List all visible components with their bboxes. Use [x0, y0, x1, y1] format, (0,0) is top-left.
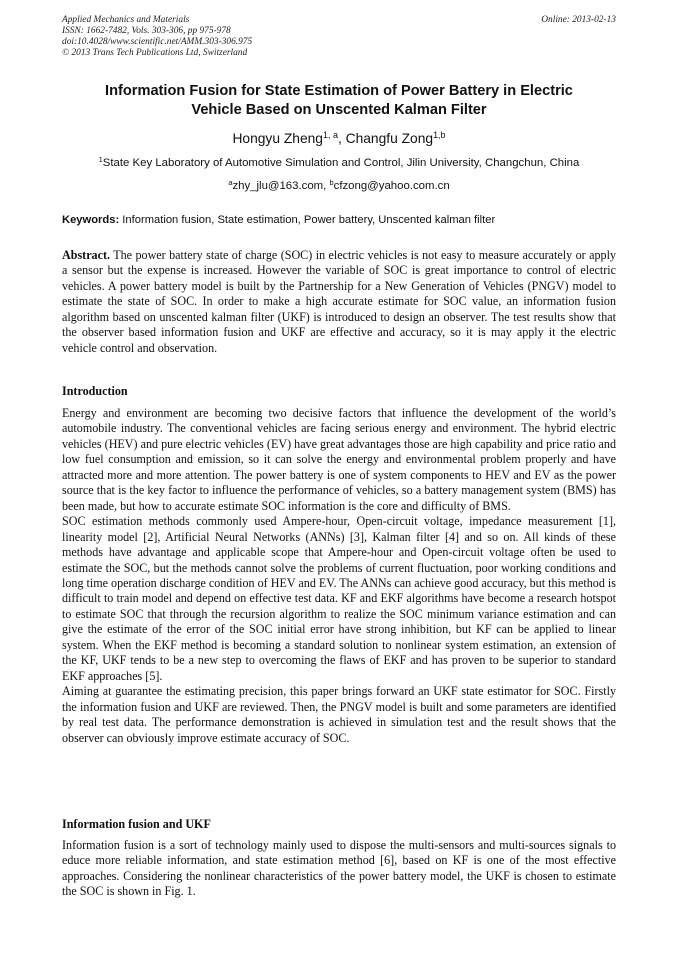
author-affiliation-mark: 1, a: [322, 130, 338, 141]
section-heading: Introduction: [62, 384, 128, 398]
doi-line: doi:10.4028/www.scientific.net/AMM.303-306.975: [62, 37, 253, 47]
email-address: zhy_jlu@163.com,: [232, 180, 330, 192]
abstract-label: Abstract.: [62, 248, 111, 262]
abstract: [62, 248, 616, 356]
author-separator: ,: [337, 131, 346, 146]
journal-name: Applied Mechanics and Materials: [62, 15, 190, 25]
keywords: [62, 213, 616, 228]
online-date: Online: 2013-02-13: [541, 15, 616, 25]
title-line-2: Vehicle Based on Unscented Kalman Filter: [191, 102, 487, 118]
author-name: Changfu Zong: [345, 131, 434, 146]
paragraph: Aiming at guarantee the estimating precision, this paper brings forward an UKF state estimator for SOC. Firstly the information fusion and UKF are reviewed. Then, the PNGV model is built and some parameters are identified by real test data. The performance demonstration is achieved in simulation test and the result shows that the observer can obviously improve estimate accuracy of SOC.: [62, 684, 616, 745]
author-emails: [62, 179, 616, 194]
author-name: Hongyu Zheng: [232, 131, 323, 146]
journal-header: [62, 15, 616, 59]
section-heading: Information fusion and UKF: [62, 817, 211, 831]
email-mark: a: [228, 177, 233, 187]
copyright-line: © 2013 Trans Tech Publications Ltd, Switzerland: [62, 48, 248, 58]
keywords-label: Keywords:: [62, 214, 120, 226]
paragraph: Energy and environment are becoming two decisive factors that influence the development of the world’s automobile industry. The conventional vehicles are facing serious energy and environment. The hybrid electric vehicles (HEV) and pure electric vehicles (EV) have great advantages those are high capability and price ratio and low fuel consumption and emission, so it can solve the energy and environmental problem properly and have attracted more and more attention. The power battery is one of system components to HEV and EV as the power source that is the key factor to influence the performance of vehicles, so a battery management system (BMS) has been made, but how to accurate estimate SOC information is the core and difficulty of BMS.: [62, 406, 616, 513]
paper-title: [62, 82, 616, 120]
email-address: cfzong@yahoo.com.cn: [333, 180, 450, 192]
introduction-body: [62, 406, 616, 746]
abstract-text: The power battery state of charge (SOC) in electric vehicles is not easy to measure accurately or apply a sensor but the expense is increased. However the variable of SOC is great importance to control of electric vehicles. A power battery model is built by the Partnership for a New Generation of Vehicles (PNGV) model to estimate the state of SOC. In order to make a high accurate estimate for SOC value, an information fusion algorithm based on unscented kalman filter (UKF) is introduced to design an observer. The test results show that the observer based information fusion and UKF are effective and accuracy, so it is may apply it the electric vehicle control and observation.: [62, 248, 616, 355]
issn-line: ISSN: 1662-7482, Vols. 303-306, pp 975-978: [62, 26, 231, 36]
author-list: [62, 130, 616, 148]
affiliation-mark: 1: [98, 154, 103, 164]
fusion-body: [62, 838, 616, 900]
keywords-text: Information fusion, State estimation, Power battery, Unscented kalman filter: [119, 214, 496, 226]
author-affiliation-mark: 1,b: [433, 130, 446, 141]
abstract-paragraph: [62, 248, 616, 356]
email-mark: b: [329, 177, 334, 187]
title-line-1: Information Fusion for State Estimation of Power Battery in Electric: [105, 83, 573, 99]
paragraph: Information fusion is a sort of technology mainly used to dispose the multi-sensors and multi-sources signals to educe more reliable information, and state estimation method [6], based on KF is one of the most effective approaches. Considering the nonlinear characteristics of the power battery model, the UKF is chosen to estimate the SOC is shown in Fig. 1.: [62, 838, 616, 899]
paragraph: SOC estimation methods commonly used Ampere-hour, Open-circuit voltage, impedance measurement [1], linearity model [2], Artificial Neural Networks (ANNs) [3], Kalman filter [4] and so on. All kinds of these methods have advantage and applicable scope that Ampere-hour and Open-circuit voltage often be used to estimate the SOC, but the methods cannot solve the problems of current fluctuation, poor working conditions and long time operation discharge condition of HEV and EV. The ANNs can achieve good accuracy, but this method is difficult to train model and depend on effective test data. KF and EKF algorithms have become a research hotspot to estimate SOC that through the recursion algorithm to realize the SOC minimum variance estimation and can give the estimate of the error of the SOC initial error have strong inhibition, but KF can be applied to linear system. When the EKF method is becoming a standard solution to nonlinear system estimation, an extension of the KF, UKF tends to be a new step to overcoming the flaws of EKF and has proven to be superior to standard EKF approaches [5].: [62, 514, 616, 683]
affiliation-text: State Key Laboratory of Automotive Simulation and Control, Jilin University, Changchun, China: [102, 157, 580, 169]
affiliation: [62, 156, 616, 171]
